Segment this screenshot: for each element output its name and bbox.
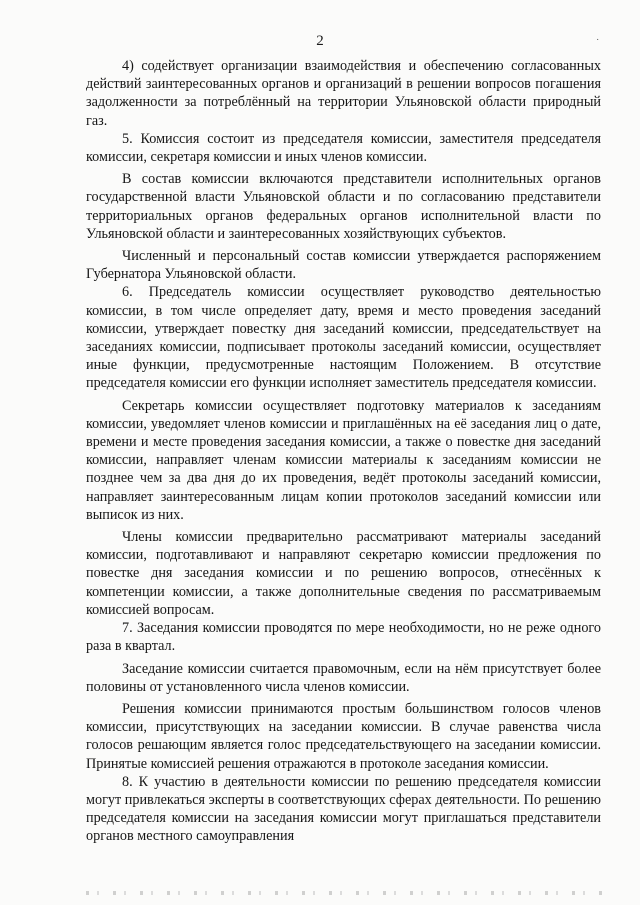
paragraph-composition: В состав комиссии включаются представители исполнительных органов государственной власти Ульяновской области и по согласованию представители территориальных органов федеральных органов исполнительной власти по Ульяновской области и заинтересованных хозяйствующих субъектов.	[86, 171, 601, 242]
paragraph-members: Члены комиссии предварительно рассматривают материалы заседаний комиссии, подготавливают и направляют секретарю комиссии предложения по повестке дня заседания комиссии и по решению вопросов, отнесённых к компетенции комиссии, а также дополнительные сведения по рассматриваемым комиссией вопросам.	[86, 529, 601, 618]
paragraph-secretary: Секретарь комиссии осуществляет подготовку материалов к заседаниям комиссии, уведомляет членов комиссии и приглашённых на её заседания лиц о дате, времени и месте проведения заседания комиссии, а также о повестке дня заседаний комиссии, направляет членам комиссии материалы к заседаниям комиссии не позднее чем за два дня до их проведения, ведёт протоколы заседаний комиссии, направляет заинтересованным лицам копии протоколов заседаний комиссии или выписок из них.	[86, 397, 601, 523]
scan-artifact-mark: ˙	[596, 38, 600, 49]
paragraph-clause-5: 5. Комиссия состоит из председателя комиссии, заместителя председателя комиссии, секретаря комиссии и иных членов комиссии.	[86, 130, 601, 166]
paragraph-quorum: Заседание комиссии считается правомочным, если на нём присутствует более половины от установленного числа членов комиссии.	[86, 660, 601, 695]
paragraph-approval: Численный и персональный состав комиссии утверждается распоряжением Губернатора Ульяновской области.	[86, 248, 601, 283]
document-body	[86, 57, 601, 846]
paragraph-clause-6: 6. Председатель комиссии осуществляет руководство деятельностью комиссии, в том числе определяет дату, время и место проведения заседаний комиссии, утверждает повестку дня заседаний комиссии, председательствует на заседаниях комиссии, подписывает протоколы заседаний комиссии, осуществляет иные функции, предусмотренные настоящим Положением. В отсутствие председателя комиссии его функции исполняет заместитель председателя комиссии.	[86, 284, 601, 392]
paragraph-decisions: Решения комиссии принимаются простым большинством голосов членов комиссии, присутствующих на заседании комиссии. В случае равенства числа голосов решающим является голос председательствующего на заседании комиссии. Принятые комиссией решения отражаются в протоколе заседания комиссии.	[86, 700, 601, 772]
scan-bottom-edge	[86, 891, 606, 895]
paragraph-clause-4: 4) содействует организации взаимодействия и обеспечению согласованных действий заинтересованных органов и организаций в решении вопросов погашения задолженности за потреблённый на территории Ульяновской области природный газ.	[86, 58, 601, 129]
paragraph-clause-7: 7. Заседания комиссии проводятся по мере необходимости, но не реже одного раза в квартал.	[86, 620, 601, 655]
page-number: 2	[316, 33, 324, 49]
paragraph-clause-8: 8. К участию в деятельности комиссии по решению председателя комиссии могут привлекаться эксперты в соответствующих сферах деятельности. По решению председателя комиссии на заседания комиссии могут приглашаться представители органов местного самоуправления	[86, 773, 601, 845]
